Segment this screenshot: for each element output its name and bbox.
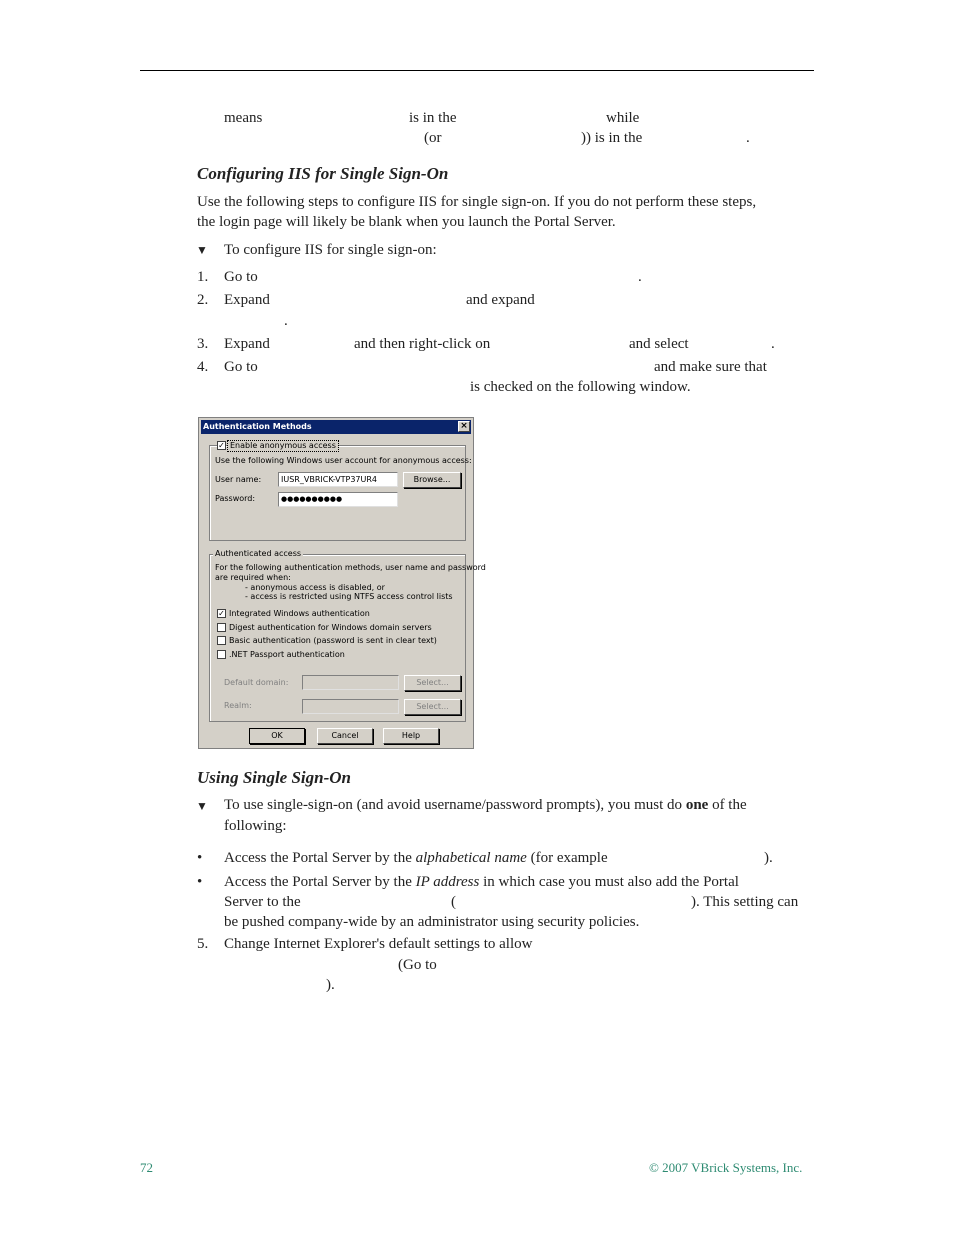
ok-button[interactable]: OK [249,728,305,744]
bullet-1-tail: ). [764,850,773,866]
step-1-num: 1. [197,269,209,285]
step-3-text: Expand [224,336,270,352]
password-label: Password: [215,494,256,503]
using-line-2: following: [224,818,287,834]
bullet-1-a: Access the Portal Server by the [224,850,416,866]
bullet-1-text [224,848,608,868]
step-5-line1: Change Internet Explorer's default settings to allow [224,936,533,952]
bullet-2-italic: IP address [415,874,480,890]
authenticated-access-legend: Authenticated access [215,549,302,558]
bullet-2-text [224,872,739,892]
procedure-title: To configure IIS for single sign-on: [224,242,437,258]
passport-label: .NET Passport authentication [229,650,345,659]
heading-configuring-iis: Configuring IIS for Single Sign-On [197,164,449,183]
user-name-input[interactable]: IUSR_VBRICK-VTP37UR4 [278,472,398,487]
step-2-mid: and expand [466,292,535,308]
using-line-1-a: To use single-sign-on (and avoid username/password prompts), you must do [224,797,686,813]
bullet-2-line3: be pushed company-wide by an administrator using security policies. [224,914,640,930]
step-5-num: 5. [197,936,209,952]
bullet-2-line2-a: Server to the [224,894,301,910]
auth-desc-4: - access is restricted using NTFS access control lists [245,592,453,601]
using-line-1-b: of the [708,797,747,813]
browse-button[interactable]: Browse... [403,472,461,488]
using-line-1-bold: one [685,797,709,813]
auth-desc-1: For the following authentication methods, user name and password [215,563,486,572]
step-5-line2: (Go to [398,957,437,973]
page-number: 72 [140,1160,153,1175]
step-1-text: Go to [224,269,258,285]
step-5-line3: ). [326,977,335,993]
step-2-num: 2. [197,292,209,308]
enable-anonymous-checkbox[interactable]: ✓ [218,441,225,450]
step-3-mid: and then right-click on [354,336,491,352]
dialog-titlebar [201,420,471,434]
para-line-2: the login page will likely be blank when you launch the Portal Server. [197,214,616,230]
enable-anonymous-label: Enable anonymous access [227,440,339,452]
realm-input[interactable] [302,699,399,714]
password-input[interactable]: ●●●●●●●●●● [278,492,398,507]
step-3-mid2: and select [629,336,689,352]
default-domain-label: Default domain: [224,678,289,687]
default-domain-select-button[interactable]: Select... [404,675,461,691]
bullet-2-line2-c: ). This setting can [691,894,799,910]
bullet-2-a: Access the Portal Server by the [224,874,416,890]
basic-checkbox[interactable] [217,636,226,645]
step-4-text: Go to [224,359,258,375]
intro-is-in-the-2: )) is in the [581,130,643,146]
integrated-windows-checkbox[interactable]: ✓ [218,609,225,618]
using-line-1 [224,795,747,815]
digest-label: Digest authentication for Windows domain servers [229,623,432,632]
user-name-label: User name: [215,475,262,484]
realm-label: Realm: [224,701,252,710]
intro-or: (or [424,130,442,146]
step-2-tail: . [284,313,288,329]
bullet-1-dot: • [197,850,203,866]
intro-while: while [606,110,640,126]
anonymous-desc: Use the following Windows user account for anonymous access: [215,456,472,465]
using-triangle-icon: ▼ [196,799,208,813]
intro-period: . [746,130,750,146]
heading-using-sso: Using Single Sign-On [197,768,351,787]
bullet-1-b: (for example [526,850,608,866]
realm-select-button[interactable]: Select... [404,699,461,715]
step-3-num: 3. [197,336,209,352]
help-button[interactable]: Help [383,728,439,744]
intro-means: means [224,110,263,126]
para-line-1: Use the following steps to configure IIS for single sign-on. If you do not perform these steps, [197,194,757,210]
authentication-methods-dialog [198,417,486,749]
auth-desc-3: - anonymous access is disabled, or [245,583,385,592]
step-1-tail: . [638,269,642,285]
cancel-button[interactable]: Cancel [317,728,373,744]
close-icon[interactable]: × [458,421,470,432]
digest-checkbox[interactable] [217,623,226,632]
auth-desc-2: are required when: [215,573,291,582]
default-domain-input[interactable] [302,675,399,690]
dialog-title: Authentication Methods [203,422,312,431]
bullet-2-line2-b: ( [451,894,456,910]
bullet-2-b: in which case you must also add the Portal [479,874,739,890]
basic-label: Basic authentication (password is sent in clear text) [229,636,437,645]
procedure-triangle-icon: ▼ [196,243,208,257]
integrated-windows-label: Integrated Windows authentication [229,609,370,618]
bullet-1-italic: alphabetical name [415,850,527,866]
step-2-text: Expand [224,292,270,308]
passport-checkbox[interactable] [217,650,226,659]
step-4-mid: and make sure that [654,359,767,375]
step-4-line2: is checked on the following window. [470,379,691,395]
step-3-tail: . [771,336,775,352]
copyright: © 2007 VBrick Systems, Inc. [649,1160,803,1175]
step-4-num: 4. [197,359,209,375]
bullet-2-dot: • [197,874,203,890]
header-rule [140,70,814,71]
intro-is-in-the: is in the [409,110,457,126]
